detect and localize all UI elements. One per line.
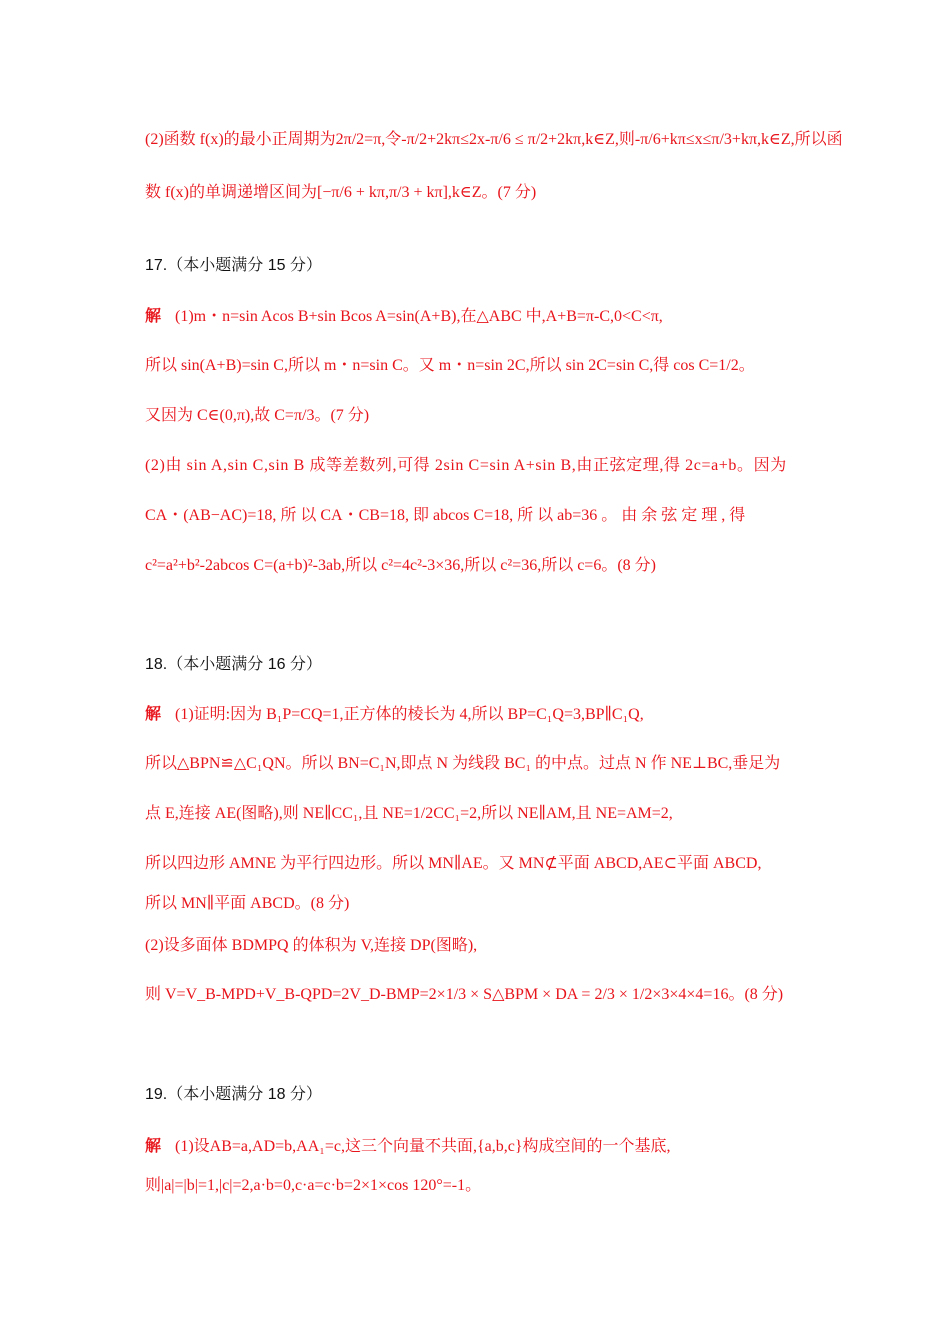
q17-heading: 17.（本小题满分 15 分） bbox=[145, 257, 322, 274]
q18-part1-line4: 所以四边形 AMNE 为平行四边形。所以 MN∥AE。又 MN⊄平面 ABCD,AE⊂平面 ABCD, bbox=[145, 855, 762, 872]
q18-part1-line2: 所以△BPN≌△C₁QN。所以 BN=C₁N,即点 N 为线段 BC₁ 的中点。过点 N 作 NE⊥BC,垂足为 bbox=[145, 755, 781, 772]
solution-label: 解 bbox=[145, 306, 162, 325]
q16-part2-line2: 数 f(x)的单调递增区间为[−π/6 + kπ,π/3 + kπ],k∈Z。(7 分) bbox=[145, 184, 537, 201]
q17-part2-line1: (2)由 sin A,sin C,sin B 成等差数列,可得 2sin C=sin A+sin B,由正弦定理,得 2c=a+b。因为 bbox=[145, 457, 787, 474]
q18-part1-line1-text: (1)证明:因为 B₁P=CQ=1,正方体的棱长为 4,所以 BP=C₁Q=3,BP∥C₁Q, bbox=[175, 706, 644, 723]
q19-heading: 19.（本小题满分 18 分） bbox=[145, 1086, 322, 1103]
q17-part1-line2: 所以 sin(A+B)=sin C,所以 m・n=sin C。又 m・n=sin 2C,所以 sin 2C=sin C,得 cos C=1/2。 bbox=[145, 357, 755, 374]
q19-part1-line2: 则|a|=|b|=1,|c|=2,a·b=0,c·a=c·b=2×1×cos 120°=-1。 bbox=[145, 1177, 482, 1194]
q18-part1-line3: 点 E,连接 AE(图略),则 NE∥CC₁,且 NE=1/2CC₁=2,所以 NE∥AM,且 NE=AM=2, bbox=[145, 805, 673, 822]
q16-part2-line1: (2)函数 f(x)的最小正周期为2π/2=π,令-π/2+2kπ≤2x-π/6 ≤ π/2+2kπ,k∈Z,则-π/6+kπ≤x≤π/3+kπ,k∈Z,所以函 bbox=[145, 131, 843, 148]
q19-part1-line1-text: (1)设AB=a,AD=b,AA₁=c,这三个向量不共面,{a,b,c}构成空间的一个基底, bbox=[175, 1138, 671, 1155]
q17-part1-line1 bbox=[145, 306, 663, 327]
q17-part2-line3: c²=a²+b²-2abcos C=(a+b)²-3ab,所以 c²=4c²-3×36,所以 c²=36,所以 c=6。(8 分) bbox=[145, 557, 656, 574]
q18-part2-line2: 则 V=V_B-MPD+V_B-QPD=2V_D-BMP=2×1/3 × S△BPM × DA = 2/3 × 1/2×3×4×4=16。(8 分) bbox=[145, 986, 784, 1003]
q18-part1-line1 bbox=[145, 704, 644, 725]
q19-part1-line1 bbox=[145, 1136, 671, 1157]
solution-label: 解 bbox=[145, 704, 162, 723]
q18-part1-line5: 所以 MN∥平面 ABCD。(8 分) bbox=[145, 895, 350, 912]
solution-label: 解 bbox=[145, 1136, 162, 1155]
q17-part1-line3: 又因为 C∈(0,π),故 C=π/3。(7 分) bbox=[145, 407, 370, 424]
q18-part2-line1: (2)设多面体 BDMPQ 的体积为 V,连接 DP(图略), bbox=[145, 937, 478, 954]
q17-part1-line1-text: (1)m・n=sin Acos B+sin Bcos A=sin(A+B),在△ABC 中,A+B=π-C,0<C<π, bbox=[175, 308, 663, 325]
q17-part2-line2: CA・(AB−AC)=18, 所 以 CA・CB=18, 即 abcos C=18, 所 以 ab=36 。 由 余 弦 定 理 , 得 bbox=[145, 507, 746, 524]
q18-heading: 18.（本小题满分 16 分） bbox=[145, 656, 322, 673]
